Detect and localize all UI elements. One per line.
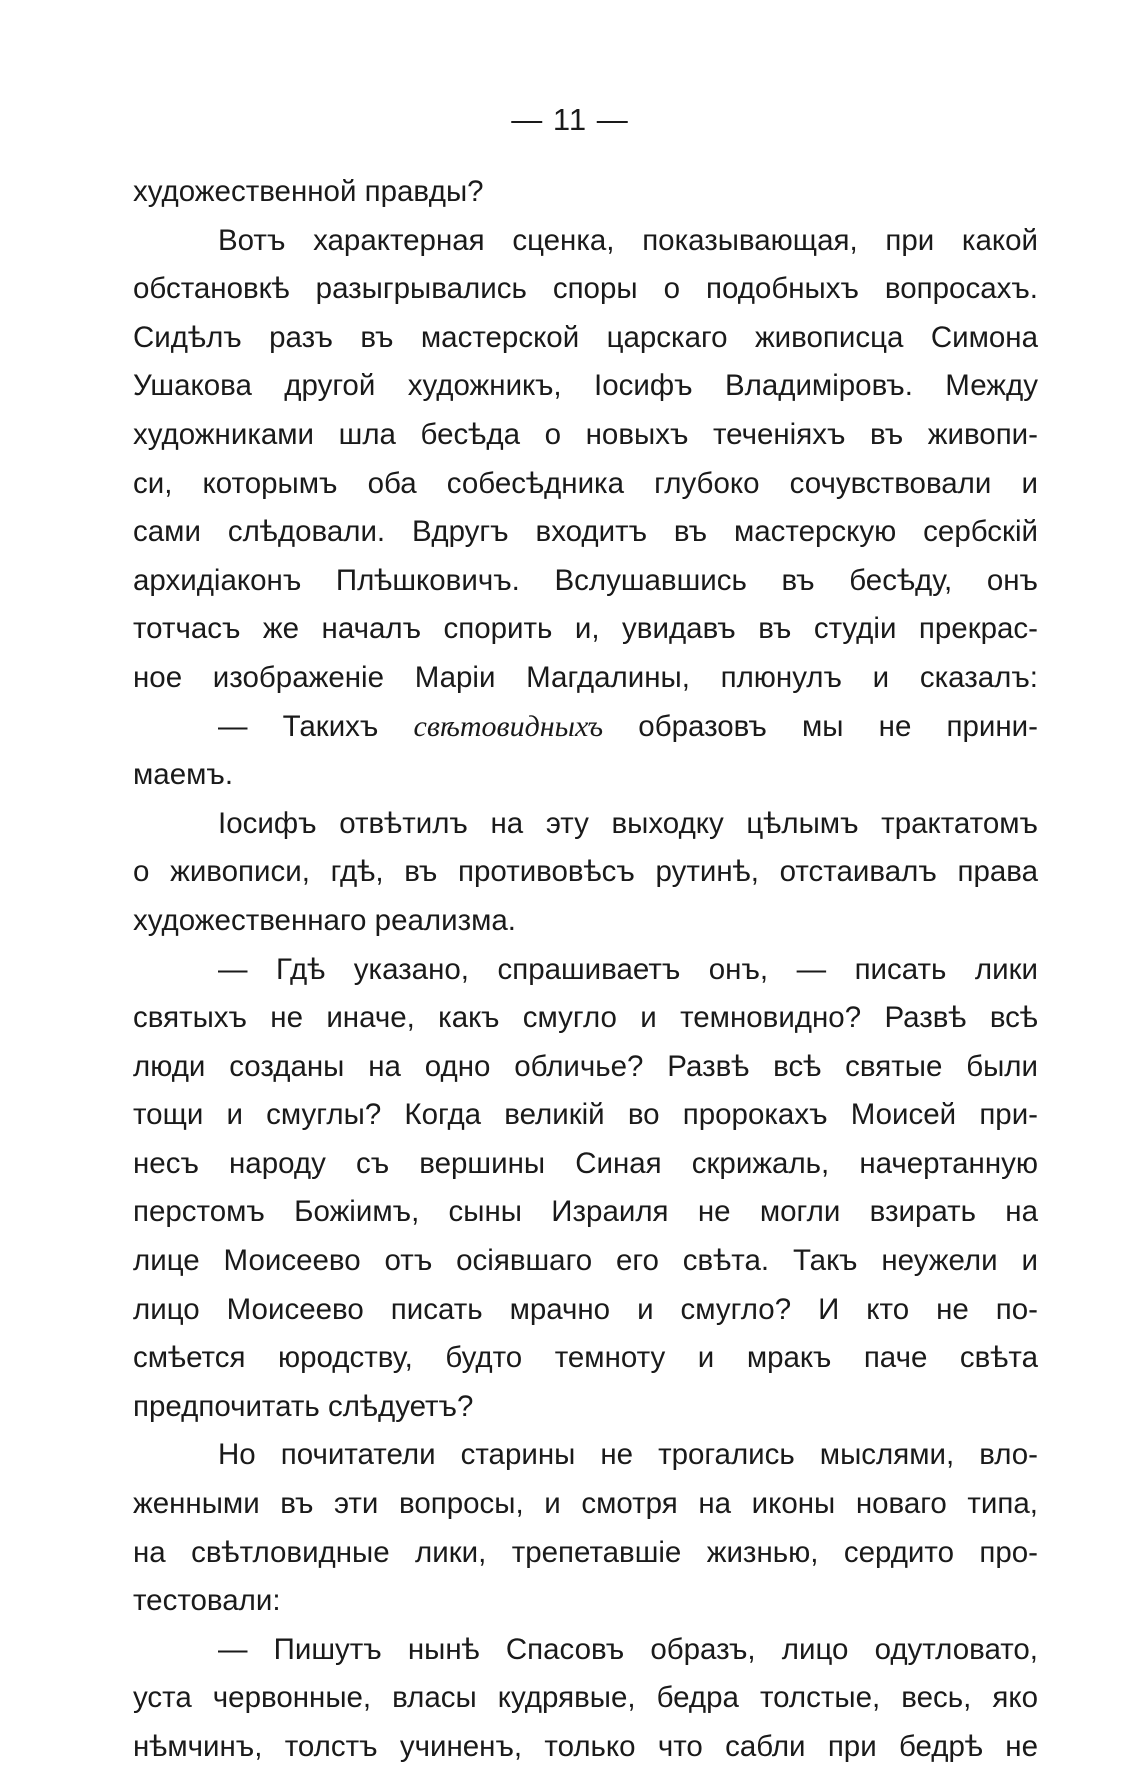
- text-line: смѣется юродству, будто темноту и мракъ паче свѣта: [133, 1341, 1038, 1375]
- text-line: Сидѣлъ разъ въ мастерской царскаго живописца Симона: [133, 320, 1038, 354]
- text-line: обстановкѣ разыгрывались споры о подобныхъ вопросахъ.: [133, 272, 1038, 306]
- text-line: тотчасъ же началъ спорить и, увидавъ въ студіи прекрас-: [133, 612, 1038, 646]
- text-line: си, которымъ оба собесѣдника глубоко сочувствовали и: [133, 466, 1038, 500]
- text-line: — Пишутъ нынѣ Спасовъ образъ, лицо одутловато,: [218, 1632, 1038, 1666]
- text-segment: — Такихъ: [218, 709, 379, 743]
- text-line: несъ народу съ вершины Синая скрижаль, начертанную: [133, 1146, 1038, 1180]
- text-line: — Гдѣ указано, спрашиваетъ онъ, — писать лики: [218, 952, 1038, 986]
- text-line: предпочитать слѣдуетъ?: [133, 1389, 474, 1423]
- text-line: тощи и смуглы? Когда великій во пророкахъ Моисей при-: [133, 1098, 1038, 1132]
- text-line: тестовали:: [133, 1584, 281, 1618]
- text-line: о живописи, гдѣ, въ противовѣсъ рутинѣ, отстаивалъ права: [133, 855, 1038, 889]
- text-line: сами слѣдовали. Вдругъ входитъ въ мастерскую сербскій: [133, 515, 1038, 549]
- text-line: художниками шла бесѣда о новыхъ теченіяхъ въ живопи-: [133, 417, 1038, 451]
- text-line: Іосифъ отвѣтилъ на эту выходку цѣлымъ трактатомъ: [218, 806, 1038, 840]
- text-line: архидіаконъ Плѣшковичъ. Вслушавшись въ бесѣду, онъ: [133, 563, 1038, 597]
- text-line: люди созданы на одно обличье? Развѣ всѣ святые были: [133, 1049, 1038, 1083]
- text-line: перстомъ Божіимъ, сыны Израиля не могли взирать на: [133, 1195, 1038, 1229]
- text-line: святыхъ не иначе, какъ смугло и темновидно? Развѣ всѣ: [133, 1001, 1038, 1035]
- text-line: Ушакова другой художникъ, Іосифъ Владиміровъ. Между: [133, 369, 1038, 403]
- text-line: художественнаго реализма.: [133, 903, 516, 937]
- text-line: лице Моисеево отъ осіявшаго его свѣта. Такъ неужели и: [133, 1244, 1038, 1278]
- text-line: маемъ.: [133, 758, 234, 792]
- emphasized-word: свѣтовидныхъ: [413, 709, 604, 743]
- text-line: лицо Моисеево писать мрачно и смугло? И кто не по-: [133, 1292, 1038, 1326]
- text-segment: образовъ мы не прини-: [638, 709, 1038, 743]
- text-line: Вотъ характерная сценка, показывающая, при какой: [218, 223, 1038, 257]
- text-line: ное изображеніе Маріи Магдалины, плюнулъ и сказалъ:: [133, 660, 1038, 694]
- body-text: [133, 168, 1038, 1772]
- text-line: на свѣтловидные лики, трепетавшіе жизнью, сердито про-: [133, 1535, 1038, 1569]
- text-line: Но почитатели старины не трогались мыслями, вло-: [218, 1438, 1038, 1472]
- page-number: — 11 —: [511, 102, 629, 137]
- text-line: нѣмчинъ, толстъ учиненъ, только что сабли при бедрѣ не: [133, 1730, 1038, 1763]
- text-line: художественной правды?: [133, 175, 484, 208]
- text-line: [133, 703, 1038, 752]
- text-line: уста червонные, власы кудрявые, бедра толстые, весь, яко: [133, 1681, 1038, 1715]
- text-line: женными въ эти вопросы, и смотря на иконы новаго типа,: [133, 1487, 1038, 1521]
